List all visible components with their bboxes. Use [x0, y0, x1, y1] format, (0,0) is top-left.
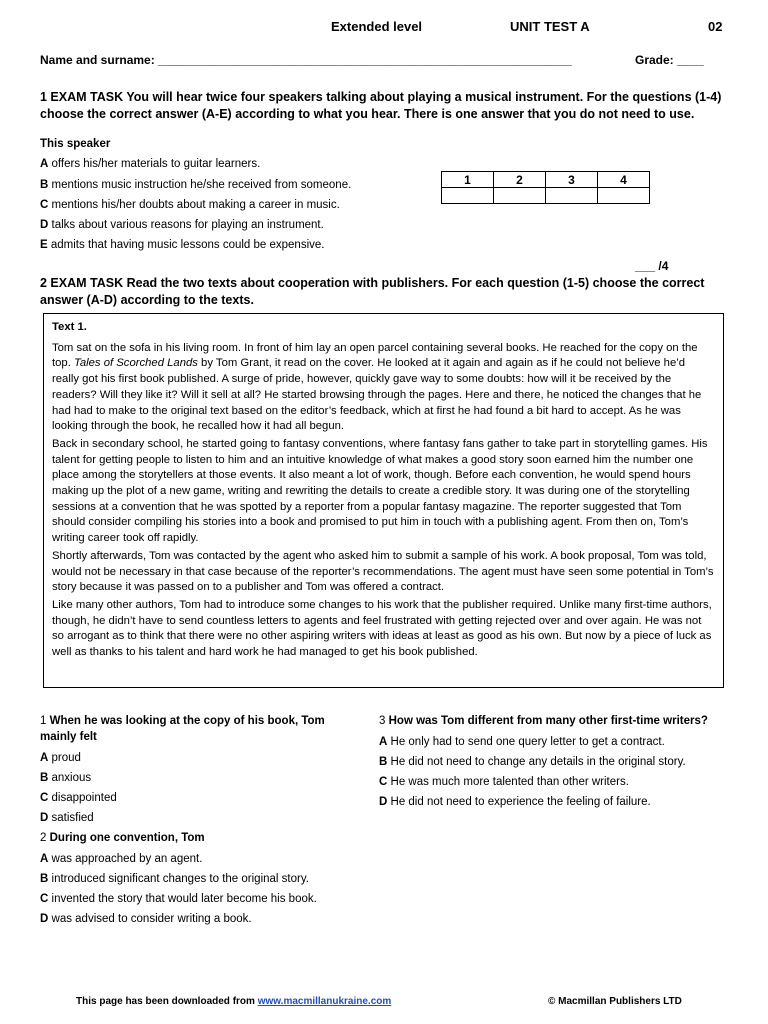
task2-title: 2 EXAM TASK Read the two texts about cooperation with publishers. For each question (1-5) choose the correct answer (A-D) according to the texts.	[40, 276, 705, 307]
answer-option[interactable]: B He did not need to change any details in the original story.	[379, 756, 686, 768]
answer-header: 3	[546, 172, 598, 188]
page-number: 02	[708, 19, 723, 34]
answer-cell[interactable]	[598, 188, 650, 204]
answer-option[interactable]: B introduced significant changes to the original story.	[40, 873, 309, 885]
reading-text-box	[43, 313, 724, 688]
task1-option: B mentions music instruction he/she received from someone.	[40, 179, 352, 191]
answer-cell[interactable]	[546, 188, 598, 204]
task1-score[interactable]: ___ /4	[635, 259, 669, 273]
grade-field[interactable]: Grade: ____	[635, 53, 704, 67]
paragraph-2: Back in secondary school, he started going to fantasy conventions, where fantasy fans gather to take part in storytelling games. His talent for getting people to listen to him and an intuitive knowledge of what makes a good story soon earned him the number one place among the storytellers at those events. It also meant a lot of work, though. Before each convention, he would spend hours making up the plot of a new game, writing and rewriting the details to create a credible story. It was during one of the storytelling sessions at a convention that he was spotted by a reporter from a popular fantasy magazine. The reporter suggested that Tom should consider compiling his stories into a book and promised to put him in touch with a publishing agent. From then on, Tom’s writing career took off rapidly.	[52, 437, 708, 545]
task1-option: D talks about various reasons for playing an instrument.	[40, 219, 324, 231]
answer-header: 4	[598, 172, 650, 188]
answer-option[interactable]: C invented the story that would later become his book.	[40, 893, 317, 905]
footer-download: This page has been downloaded from www.macmillanukraine.com	[76, 996, 392, 1007]
answer-option[interactable]: A proud	[40, 752, 81, 764]
answer-cell[interactable]	[494, 188, 546, 204]
footer-link[interactable]: www.macmillanukraine.com	[257, 996, 392, 1007]
answer-header: 2	[494, 172, 546, 188]
paragraph-1: Tom sat on the sofa in his living room. In front of him lay an open parcel containing several books. He reached for the copy on the top. Tales of Scorched Lands by Tom Grant, it read on the cover. He looked at it again and again as if he could not believe he’d really got his first book published. A surge of pride, however, quickly gave way to some doubts: how will it be received by the readers? Will they like it? Will it sell at all? He started browsing through the pages. Here and there, he noticed the changes that he had had to make to the original text based on the editor’s feedback, which at first he had found a bit hard to accept. As he was looking through the book, he recalled how it had all begun.	[52, 341, 702, 433]
answer-cell[interactable]	[442, 188, 494, 204]
question-3: 3 How was Tom different from many other first-time writers? A He only had to send one query letter to get a contract. B He did not need to change any details in the original story. C He was much more talented than other writers. D He did not need to experience the feeling of failure.	[379, 713, 714, 809]
answer-option[interactable]: D was advised to consider writing a book.	[40, 913, 252, 925]
task1-title: 1 EXAM TASK You will hear twice four speakers talking about playing a musical instrument. For the questions (1-4) choose the correct answer (A-E) according to what you hear. There is one answer that you do not need to use.	[40, 90, 722, 121]
task1-option: C mentions his/her doubts about making a career in music.	[40, 199, 340, 211]
task1-option: E admits that having music lessons could be expensive.	[40, 239, 325, 251]
paragraph-4: Like many other authors, Tom had to introduce some changes to his work that the publisher required. Unlike many first-time authors, though, he didn’t have to send countless letters to agents and feel frustrated with getting rejected over and over again. He was not so arrogant as to think that there were no other aspiring writers with ideas at least as good as his own. But now by a piece of luck as well as thanks to his talent and hard work he had managed to get his book published.	[52, 598, 712, 659]
question-1: 1 When he was looking at the copy of his book, Tom mainly felt A proud B anxious C disappointed D satisfied	[40, 713, 345, 825]
level-label: Extended level	[331, 19, 423, 34]
book-title: Tales of Scorched Lands	[73, 357, 198, 370]
name-field[interactable]: Name and surname: ______________________________________________________________	[40, 53, 572, 67]
answer-option[interactable]: D satisfied	[40, 812, 94, 824]
task1-option: A offers his/her materials to guitar learners.	[40, 158, 261, 170]
answer-option[interactable]: A was approached by an agent.	[40, 853, 203, 865]
paragraph-3: Shortly afterwards, Tom was contacted by the agent who asked him to submit a sample of his work. A book proposal, Tom was told, would not be necessary in that case because of the reporter’s recommendations. The agent must have seen some potential in Tom’s story because it was passed on to a publisher and Tom was offered a contract.	[52, 549, 714, 594]
answer-table	[441, 171, 650, 204]
answer-option[interactable]: A He only had to send one query letter to get a contract.	[379, 736, 665, 748]
answer-option[interactable]: D He did not need to experience the feeling of failure.	[379, 796, 651, 808]
answer-option[interactable]: B anxious	[40, 772, 92, 784]
answer-option[interactable]: C He was much more talented than other writers.	[379, 776, 629, 788]
footer-copyright: © Macmillan Publishers LTD	[548, 996, 682, 1007]
answer-option[interactable]: C disappointed	[40, 792, 117, 804]
task1-lead: This speaker	[40, 138, 111, 150]
question-2: 2 During one convention, Tom A was approached by an agent. B introduced significant changes to the original story. C invented the story that would later become his book. D was advised to consider writing a book.	[40, 830, 360, 926]
text-title: Text 1.	[52, 321, 87, 333]
test-label: UNIT TEST A	[510, 19, 590, 34]
answer-header: 1	[442, 172, 494, 188]
